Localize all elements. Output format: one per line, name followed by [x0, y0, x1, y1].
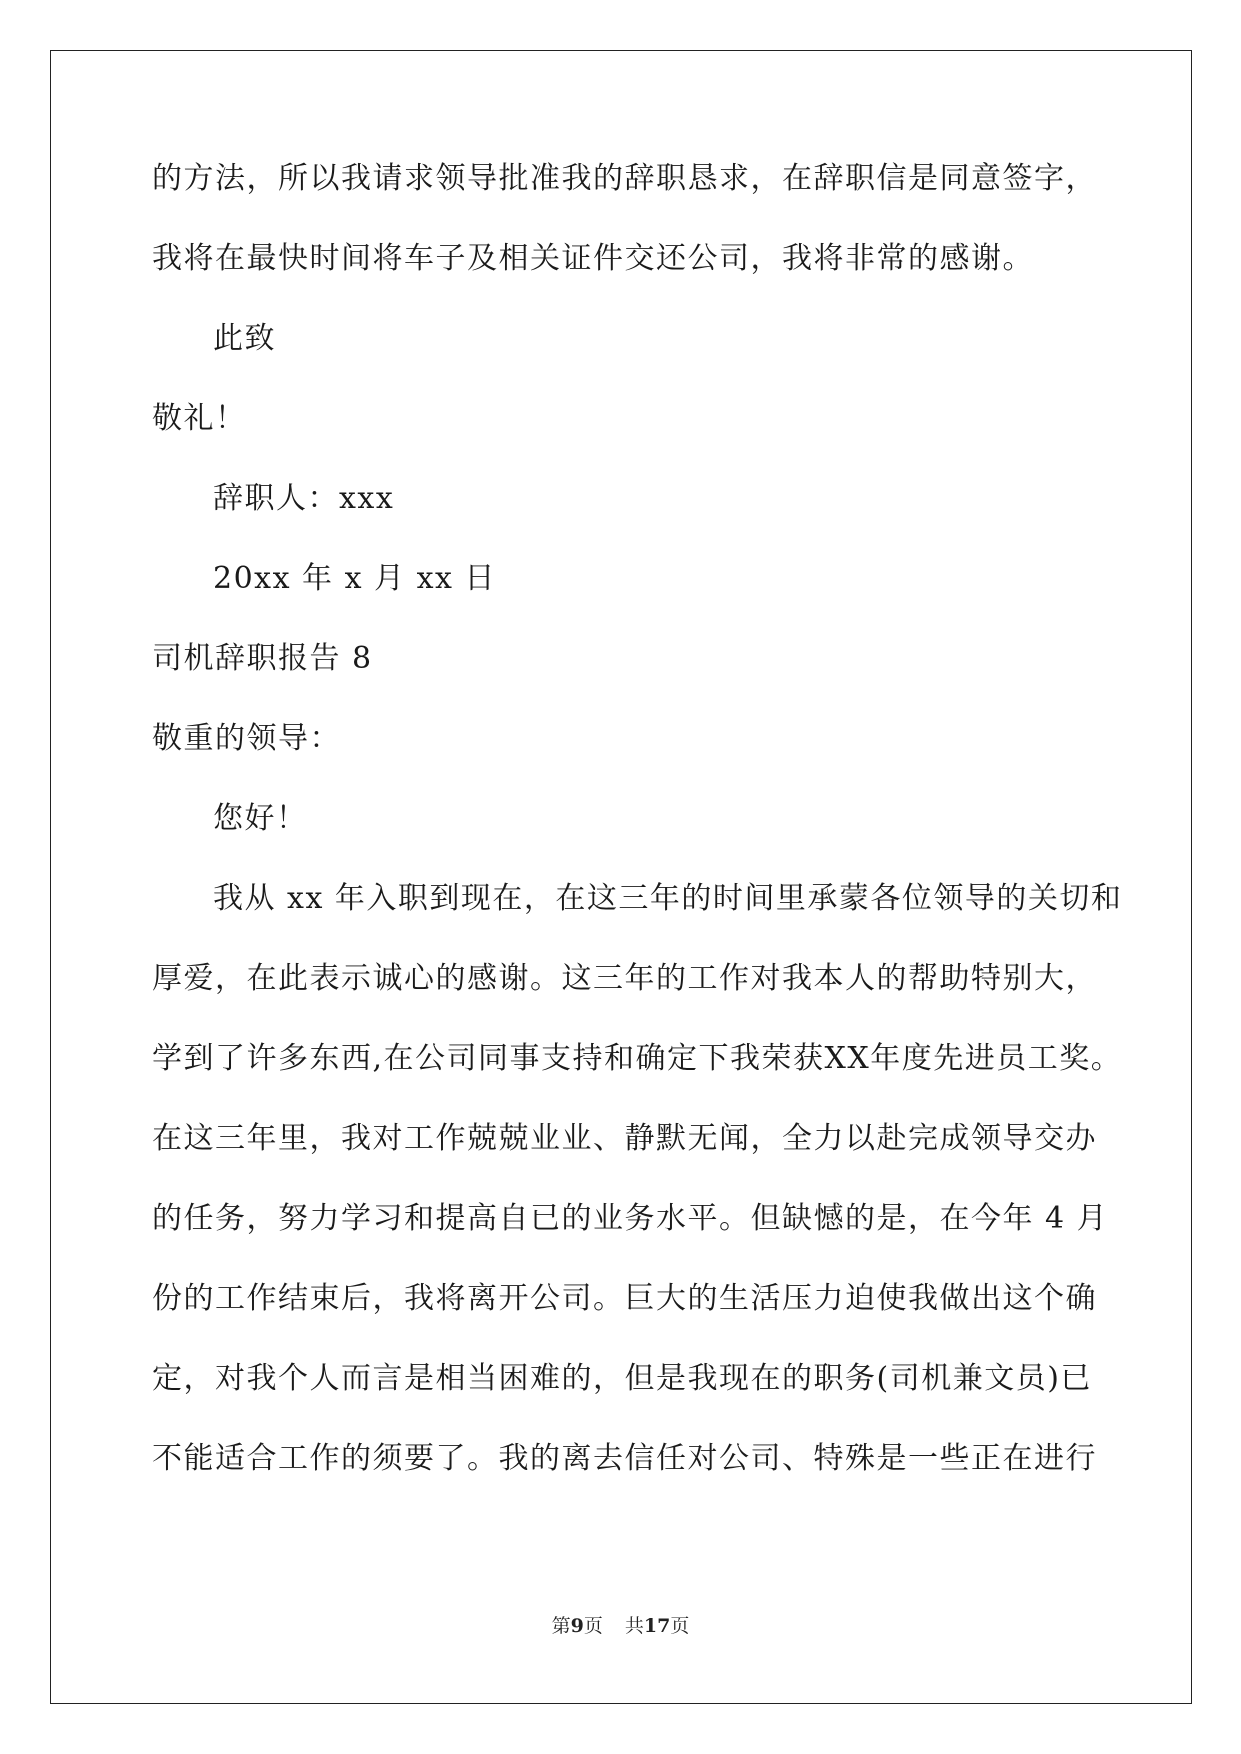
body-line-15: 份的工作结束后，我将离开公司。巨大的生活压力迫使我做出这个确 [152, 1281, 1097, 1316]
closing-salutation: 此致 [213, 321, 276, 356]
greeting-addressee: 敬重的领导： [152, 721, 341, 756]
signature-name: 辞职人：xxx [213, 481, 395, 516]
page-footer [0, 1614, 1241, 1638]
current-page-number: 9 [570, 1615, 584, 1637]
total-page-count: 17 [643, 1615, 671, 1637]
body-line-13: 在这三年里，我对工作兢兢业业、静默无闻，全力以赴完成领导交办 [152, 1121, 1097, 1156]
body-line-10: 我从 xx 年入职到现在，在这三年的时间里承蒙各位领导的关切和 [213, 881, 1123, 916]
total-unit: 页 [670, 1615, 690, 1637]
closing-regards: 敬礼！ [152, 401, 247, 436]
body-line-1: 的方法，所以我请求领导批准我的辞职恳求，在辞职信是同意签字， [152, 161, 1097, 196]
page-prefix: 第 [551, 1615, 571, 1637]
section-heading: 司机辞职报告 8 [152, 641, 373, 676]
body-line-17: 不能适合工作的须要了。我的离去信任对公司、特殊是一些正在进行 [152, 1441, 1097, 1476]
body-line-12: 学到了许多东西,在公司同事支持和确定下我荣获XX年度先进员工奖。 [152, 1041, 1123, 1076]
body-line-14: 的任务，努力学习和提高自已的业务水平。但缺憾的是，在今年 4 月 [152, 1201, 1109, 1236]
total-prefix: 共 [624, 1615, 644, 1637]
body-line-2: 我将在最快时间将车子及相关证件交还公司，我将非常的感谢。 [152, 241, 1034, 276]
page-unit: 页 [583, 1615, 603, 1637]
signature-date: 20xx 年 x 月 xx 日 [213, 561, 496, 596]
greeting: 您好！ [213, 801, 308, 836]
body-line-11: 厚爱，在此表示诚心的感谢。这三年的工作对我本人的帮助特别大， [152, 961, 1097, 996]
body-line-16: 定，对我个人而言是相当困难的，但是我现在的职务(司机兼文员)已 [152, 1361, 1092, 1396]
